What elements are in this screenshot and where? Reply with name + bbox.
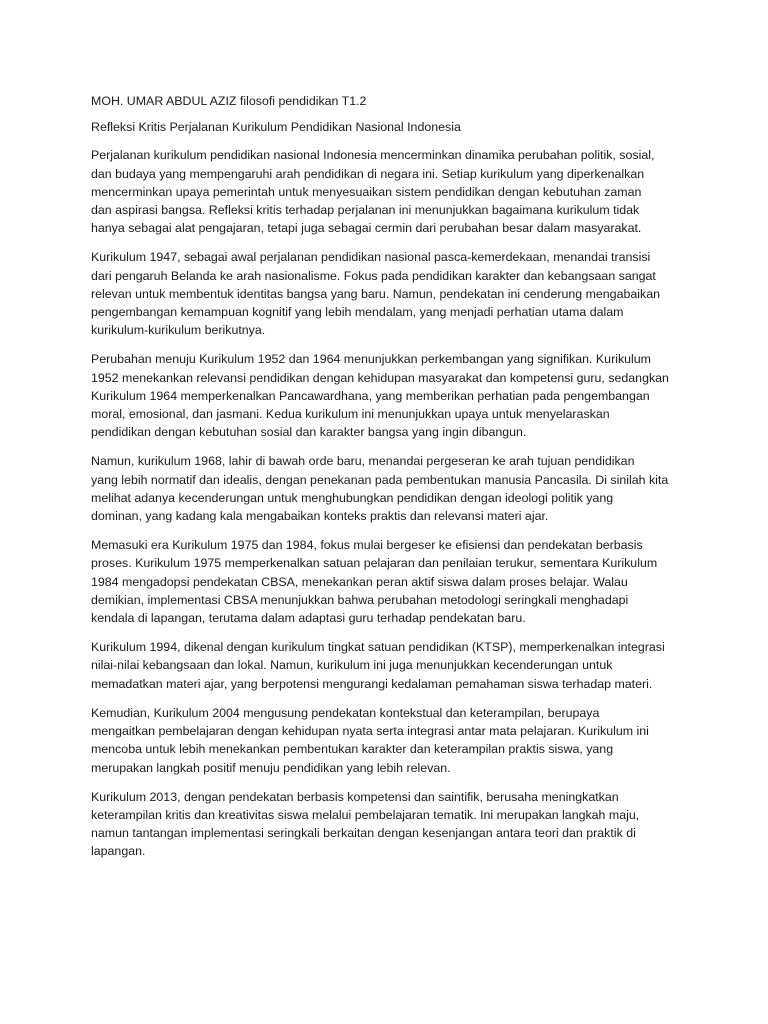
paragraph-line: dominan, yang kadang kala mengabaikan konteks praktis dan relevansi materi ajar. xyxy=(91,509,549,524)
paragraph-line: pengembangan kemampuan kognitif yang lebih mendalam, yang menjadi perhatian utama dalam xyxy=(91,305,624,320)
paragraph-line: Kemudian, Kurikulum 2004 mengusung pendekatan kontekstual dan keterampilan, berupaya xyxy=(91,705,600,720)
document-title-text: Refleksi Kritis Perjalanan Kurikulum Pendidikan Nasional Indonesia xyxy=(91,120,461,135)
paragraph-line: melihat adanya kecenderungan untuk menghubungkan pendidikan dengan ideologi politik yang xyxy=(91,490,614,505)
paragraph-4 xyxy=(91,452,680,525)
paragraph-line: pendidikan dengan kebutuhan sosial dan karakter bangsa yang ingin dibangun. xyxy=(91,425,527,440)
paragraph-line: yang lebih normatif dan idealis, dengan penekanan pada pembentukan manusia Pancasila. Di sinilah kita xyxy=(91,472,669,487)
author-line-text: MOH. UMAR ABDUL AZIZ filosofi pendidikan T1.2 xyxy=(91,94,367,108)
paragraph-line: Namun, kurikulum 1968, lahir di bawah orde baru, menandai pergeseran ke arah tujuan pendidikan xyxy=(91,454,635,469)
paragraph-3 xyxy=(91,350,680,441)
paragraph-line: 1952 menekankan relevansi pendidikan dengan kehidupan masyarakat dan kompetensi guru, sedangkan xyxy=(91,370,669,385)
paragraph-line: nilai-nilai kebangsaan dan lokal. Namun, kurikulum ini juga menunjukkan kecenderungan untuk xyxy=(91,658,613,673)
paragraph-2 xyxy=(91,248,680,339)
paragraph-6 xyxy=(91,638,680,693)
paragraph-line: Kurikulum 1947, sebagai awal perjalanan pendidikan nasional pasca-kemerdekaan, menandai transisi xyxy=(91,250,651,265)
paragraph-line: relevan untuk membentuk identitas bangsa yang baru. Namun, pendekatan ini cenderung mengabaikan xyxy=(91,286,660,301)
paragraph-line: moral, emosional, dan jasmani. Kedua kurikulum ini menunjukkan upaya untuk menyelaraskan xyxy=(91,407,610,422)
paragraph-line: Kurikulum 2013, dengan pendekatan berbasis kompetensi dan saintifik, berusaha meningkatkan xyxy=(91,789,619,804)
author-line xyxy=(91,92,680,110)
paragraph-line: Perjalanan kurikulum pendidikan nasional Indonesia mencerminkan dinamika perubahan politik, sosial, xyxy=(91,148,655,163)
paragraph-line: mencerminkan upaya pemerintah untuk menyesuaikan sistem pendidikan dengan kebutuhan zaman xyxy=(91,184,642,199)
document-title xyxy=(91,118,680,136)
paragraph-1 xyxy=(91,146,680,237)
paragraph-line: Kurikulum 1994, dikenal dengan kurikulum tingkat satuan pendidikan (KTSP), memperkenalkan integrasi xyxy=(91,640,665,655)
paragraph-line: dan budaya yang mempengaruhi arah pendidikan di negara ini. Setiap kurikulum yang diperkenalkan xyxy=(91,166,645,181)
paragraph-7 xyxy=(91,704,680,777)
paragraph-line: kurikulum-kurikulum berikutnya. xyxy=(91,323,266,338)
paragraph-line: kendala di lapangan, terutama dalam adaptasi guru terhadap pendekatan baru. xyxy=(91,611,526,626)
paragraph-line: keterampilan kritis dan kreativitas siswa melalui pembelajaran tematik. Ini merupakan langkah maju, xyxy=(91,807,640,822)
paragraph-line: lapangan. xyxy=(91,844,146,859)
paragraph-line: mencoba untuk lebih menekankan pembentukan karakter dan keterampilan praktis siswa, yang xyxy=(91,742,614,757)
paragraph-line: dari pengaruh Belanda ke arah nasionalisme. Fokus pada pendidikan karakter dan kebangsaan sangat xyxy=(91,268,656,283)
paragraph-line: dan aspirasi bangsa. Refleksi kritis terhadap perjalanan ini menunjukkan bagaimana kurikulum tidak xyxy=(91,203,640,218)
paragraph-8 xyxy=(91,788,680,861)
paragraph-line: Kurikulum 1964 memperkenalkan Pancawardhana, yang memberikan perhatian pada pengembangan xyxy=(91,388,650,403)
paragraph-line: proses. Kurikulum 1975 memperkenalkan satuan pelajaran dan penilaian terukur, sementara Kurikulum xyxy=(91,556,658,571)
paragraph-line: 1984 mengadopsi pendekatan CBSA, menekankan peran aktif siswa dalam proses belajar. Walau xyxy=(91,574,628,589)
paragraph-line: merupakan langkah positif menuju pendidikan yang lebih relevan. xyxy=(91,760,451,775)
paragraph-line: namun tantangan implementasi seringkali berkaitan dengan kesenjangan antara teori dan praktik di xyxy=(91,826,636,841)
paragraph-5 xyxy=(91,536,680,627)
paragraph-line: Memasuki era Kurikulum 1975 dan 1984, fokus mulai bergeser ke efisiensi dan pendekatan berbasis xyxy=(91,538,643,553)
paragraph-line: memadatkan materi ajar, yang berpotensi mengurangi kedalaman pemahaman siswa terhadap materi. xyxy=(91,676,653,691)
paragraph-line: mengaitkan pembelajaran dengan kehidupan nyata serta integrasi antar mata pelajaran. Kurikulum ini xyxy=(91,724,649,739)
paragraph-line: Perubahan menuju Kurikulum 1952 dan 1964 menunjukkan perkembangan yang signifikan. Kurikulum xyxy=(91,352,651,367)
paragraph-line: hanya sebagai alat pengajaran, tetapi juga sebagai cermin dari perubahan besar dalam masyarakat. xyxy=(91,221,642,236)
paragraph-line: demikian, implementasi CBSA menunjukkan bahwa perubahan metodologi seringkali menghadapi xyxy=(91,592,629,607)
